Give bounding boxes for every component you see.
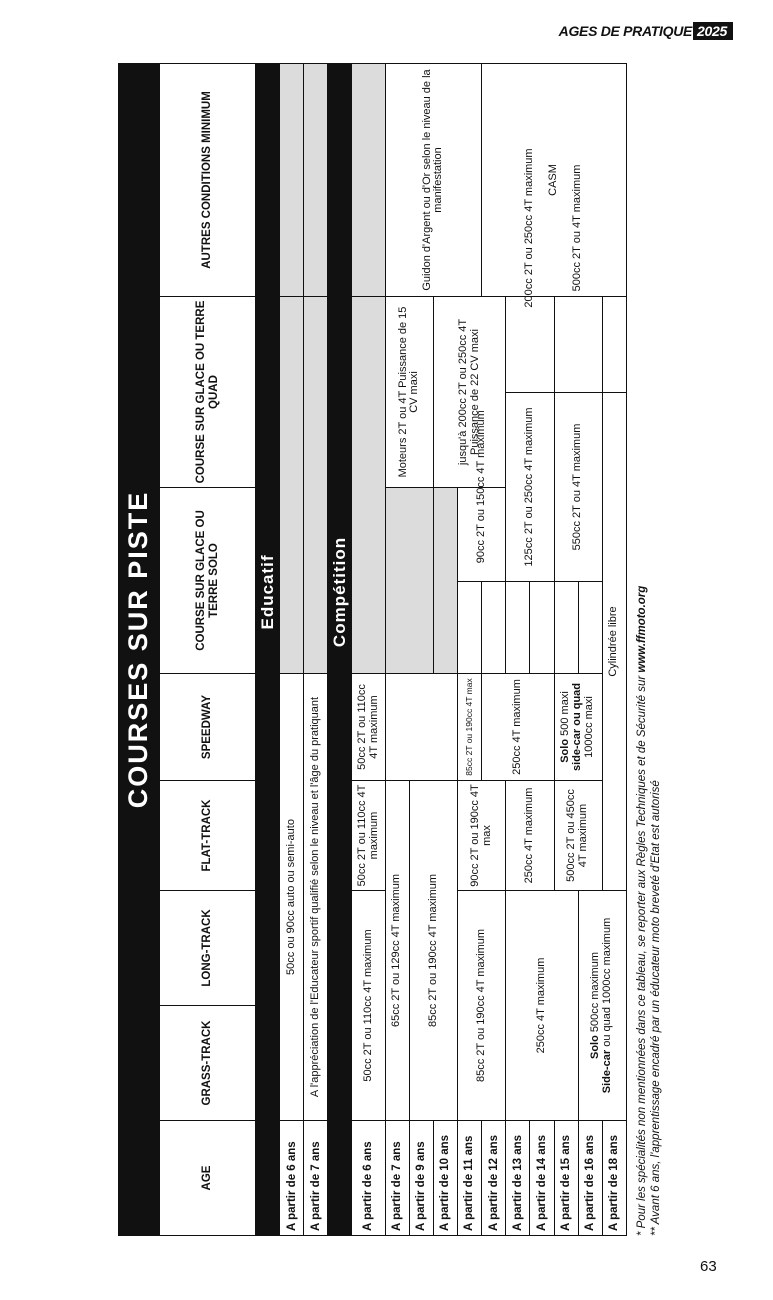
col-header-flat-track: FLAT-TRACK — [159, 781, 255, 891]
section-row-educatif — [256, 63, 280, 1235]
age-cell: A partir de 6 ans — [352, 1121, 385, 1236]
blank-cell — [530, 582, 554, 674]
table-row — [385, 63, 409, 1235]
col-header-solo: COURSE SUR GLACE OU TERRE SOLO — [159, 488, 255, 674]
age-cell: A partir de 12 ans — [482, 1121, 506, 1236]
blank-cell — [602, 63, 626, 392]
cell-speedway-6: 50cc 2T ou 110cc 4T maximum — [352, 674, 385, 781]
col-header-autres: AUTRES CONDITIONS MINIMUM — [159, 63, 255, 296]
blank-cell — [385, 674, 457, 781]
section-competition: Compétition — [328, 63, 352, 1120]
blank-cell — [482, 582, 506, 674]
footnote-1-link[interactable]: www.ffmoto.org — [636, 585, 648, 673]
section-row-competition — [328, 63, 352, 1235]
grey-cell — [385, 488, 433, 674]
cell-solo-13: 125cc 2T ou 250cc 4T maximum — [506, 393, 554, 582]
table-title: COURSES SUR PISTE — [119, 63, 160, 1235]
footnote-2 — [650, 780, 662, 1236]
cell-cylindree-libre: Cylindrée libre — [602, 393, 626, 891]
grey-cell — [280, 297, 304, 674]
cell-quad-200: jusqu'à 200cc 2T ou 250cc 4T Puissance de 22 CV maxi — [433, 297, 505, 488]
cell-quad-moteurs: Moteurs 2T ou 4T Puissance de 15 CV maxi — [385, 297, 433, 488]
grey-cell — [304, 63, 328, 296]
cell-quad-13: 200cc 2T ou 250cc 4T maximum — [506, 63, 554, 392]
table-row — [506, 63, 530, 1235]
blank-cell — [578, 582, 602, 674]
age-cell: A partir de 13 ans — [506, 1121, 530, 1236]
running-header-label: AGES DE PRATIQUE — [558, 23, 693, 39]
section-educatif: Educatif — [256, 63, 280, 1120]
sidecar-value: ou quad 1000cc maximum — [601, 917, 614, 1047]
age-cell: A partir de 15 ans — [554, 1121, 578, 1236]
rotated-table-wrapper — [118, 64, 627, 1236]
age-cell: A partir de 7 ans — [385, 1121, 409, 1236]
grey-cell — [304, 297, 328, 674]
solo-prefix: Solo — [589, 1035, 602, 1059]
age-cell: A partir de 9 ans — [409, 1121, 433, 1236]
col-header-long-track: LONG-TRACK — [159, 891, 255, 1006]
cell-grass-long-13: 250cc 4T maximum — [506, 891, 578, 1121]
cell-grass-long-11: 85cc 2T ou 190cc 4T maximum — [458, 891, 506, 1121]
age-cell: A partir de 10 ans — [433, 1121, 457, 1236]
cell-flat-11: 90cc 2T ou 190cc 4T max — [458, 781, 506, 891]
speedway-solo-prefix: Solo — [559, 738, 572, 763]
running-header-year: 2025 — [693, 22, 733, 40]
footnote-1 — [636, 586, 648, 1236]
col-header-age: AGE — [159, 1121, 255, 1236]
cell-speedway-12: 250cc 4T maximum — [482, 674, 554, 781]
cell-solo-15: 550cc 2T ou 4T maximum — [554, 393, 602, 582]
col-header-speedway: SPEEDWAY — [159, 674, 255, 781]
cell-educatif-6: 50cc ou 90cc auto ou semi-auto — [280, 674, 304, 1121]
footnote-1-text: * Pour les spécialités non mentionnées dans ce tableau, se reporter aux Règles Techniques et de Sécurité sur — [636, 675, 648, 1236]
blank-cell — [554, 582, 578, 674]
speedway-sidecar-label: side-car ou quad — [571, 682, 584, 772]
page-number: 63 — [700, 1258, 717, 1275]
age-cell: A partir de 7 ans — [304, 1121, 328, 1236]
cell-autres-casm: CASM — [482, 63, 627, 296]
blank-cell — [458, 582, 482, 674]
cell-educatif-7: A l'appréciation de l'Educateur sportif qualifié selon le niveau et l'âge du pratiquant — [304, 674, 328, 1121]
courses-sur-piste-table — [118, 63, 627, 1236]
footnote-2-text: ** Avant 6 ans, l'apprentissage encadré par un éducateur moto breveté d'Etat est autorisé — [650, 780, 662, 1236]
cell-flat-15: 500cc 2T ou 450cc 4T maximum — [554, 781, 602, 891]
sidecar-prefix: Side-car — [601, 1049, 614, 1094]
cell-flat-13: 250cc 4T maximum — [506, 781, 554, 891]
col-header-quad: COURSE SUR GLACE OU TERRE QUAD — [159, 297, 255, 488]
age-cell: A partir de 14 ans — [530, 1121, 554, 1236]
running-header — [559, 22, 733, 40]
cell-quad-15: 500cc 2T ou 4T maximum — [554, 63, 602, 392]
table-row — [304, 63, 328, 1235]
cell-autres-guidon: Guidon d'Argent ou d'Or selon le niveau de la manifestation — [385, 63, 481, 296]
cell-flat-6: 50cc 2T ou 110cc 4T maximum — [352, 781, 385, 891]
table-row — [352, 63, 385, 1235]
title-row — [119, 63, 160, 1235]
cell-speedway-15 — [554, 674, 602, 781]
cell-speedway-11: 85cc 2T ou 190cc 4T max — [458, 674, 482, 781]
speedway-solo-value: 500 maxi — [559, 691, 572, 736]
speedway-sidecar-value: 1000cc maxi — [583, 696, 596, 758]
solo-value: 500cc maximum — [589, 952, 602, 1033]
cell-solo-11: 90cc 2T ou 150cc 4T maximum — [458, 393, 506, 582]
section-blank — [256, 1121, 280, 1236]
age-cell: A partir de 11 ans — [458, 1121, 482, 1236]
blank-cell — [506, 582, 530, 674]
table-row — [280, 63, 304, 1235]
grey-cell — [280, 63, 304, 296]
age-cell: A partir de 16 ans — [578, 1121, 602, 1236]
header-row — [159, 63, 255, 1235]
age-cell: A partir de 18 ans — [602, 1121, 626, 1236]
cell-grass-long-flat-9: 85cc 2T ou 190cc 4T maximum — [409, 781, 457, 1121]
col-header-grass-track: GRASS-TRACK — [159, 1006, 255, 1121]
grey-cell — [352, 297, 385, 674]
age-cell: A partir de 6 ans — [280, 1121, 304, 1236]
grey-cell — [352, 63, 385, 296]
cell-grass-long-6: 50cc 2T ou 110cc 4T maximum — [352, 891, 385, 1121]
grey-cell — [433, 488, 457, 674]
cell-grass-long-flat-7: 65cc 2T ou 129cc 4T maximum — [385, 781, 409, 1121]
cell-grass-long-16 — [578, 891, 626, 1121]
section-blank — [328, 1121, 352, 1236]
